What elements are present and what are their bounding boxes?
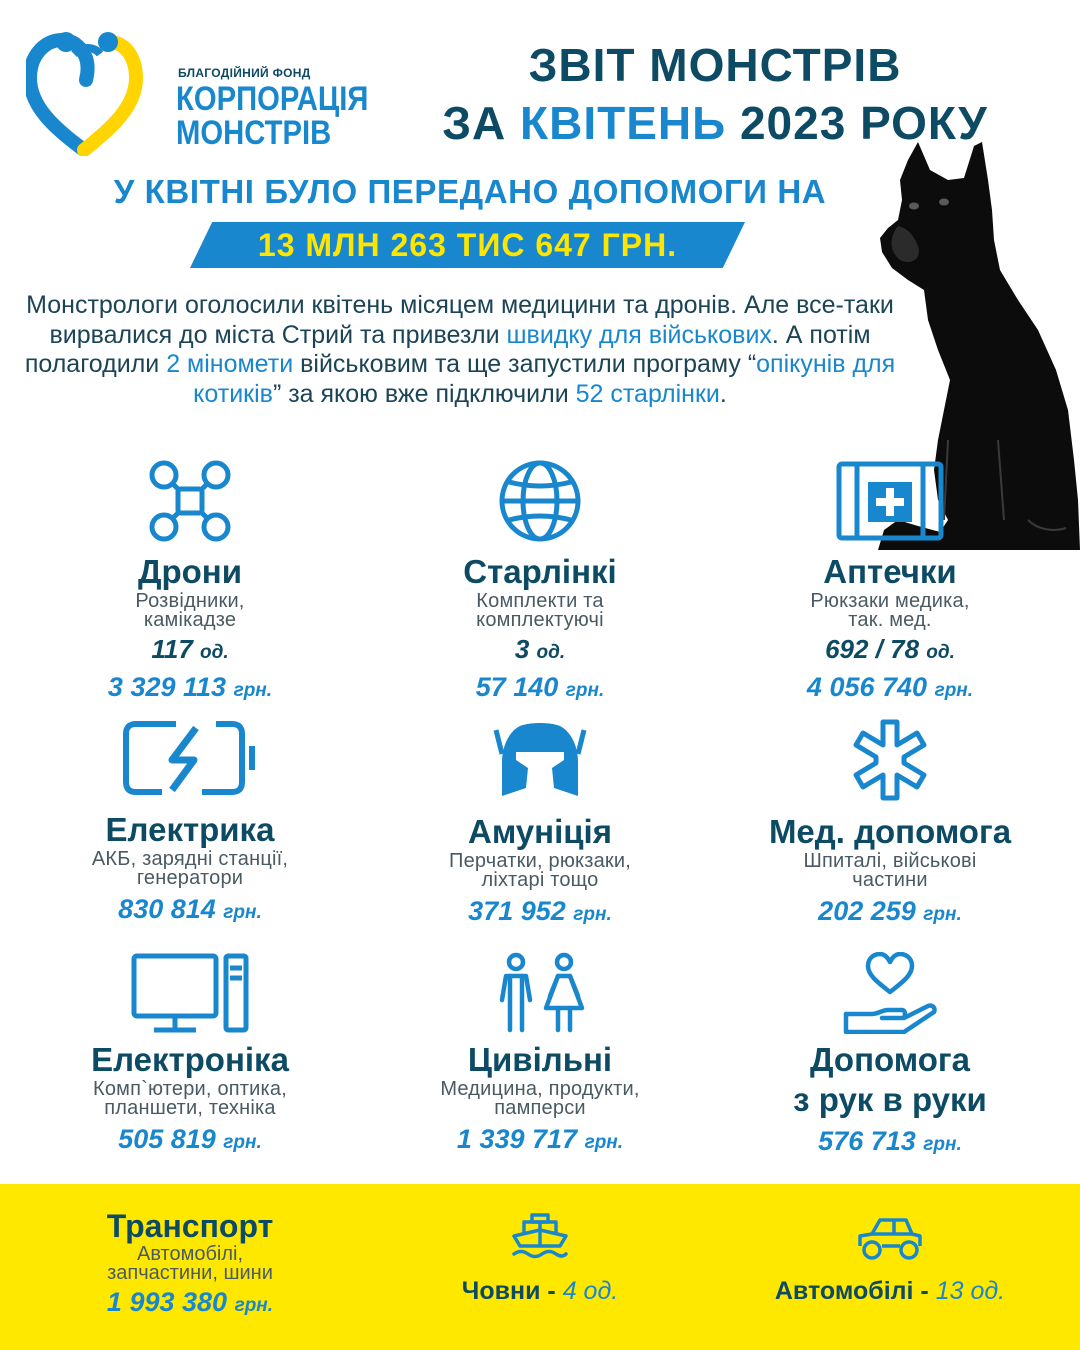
desc-line: генератори xyxy=(136,867,244,889)
qty-unit: од. xyxy=(200,642,229,663)
transport-desc xyxy=(20,1245,360,1283)
sum-unit: грн. xyxy=(565,680,605,701)
category-name-line2: з рук в руки xyxy=(793,1081,987,1118)
category-sum xyxy=(375,670,705,708)
sum-unit: грн. xyxy=(223,1132,262,1153)
civilians-icon xyxy=(375,952,705,1034)
brand-logo xyxy=(26,28,369,158)
heart-ribbon-logo-icon xyxy=(26,28,146,156)
category-starlinks xyxy=(375,458,705,708)
intro-part: . xyxy=(719,379,727,408)
qty-value: 692 / 78 xyxy=(825,634,920,664)
fund-label: БЛАГОДІЙНИЙ ФОНД xyxy=(178,66,311,80)
first-aid-kit-icon xyxy=(725,458,1055,544)
desc-line: планшети, техніка xyxy=(104,1097,276,1119)
cars-label xyxy=(740,1275,1040,1307)
category-sum xyxy=(725,1124,1055,1162)
category-drones xyxy=(25,458,355,708)
desc-line: АКБ, зарядні станції, xyxy=(91,848,289,870)
category-sum xyxy=(375,1122,705,1160)
desc-line: Медицина, продукти, xyxy=(440,1078,640,1100)
category-desc xyxy=(375,852,705,890)
qty-value: 3 xyxy=(514,634,530,664)
transport-block xyxy=(20,1207,360,1325)
category-name: Амуніція xyxy=(468,813,612,850)
category-ammunition xyxy=(375,718,705,932)
sum-value: 1 339 717 xyxy=(456,1124,578,1154)
drone-icon xyxy=(25,458,355,544)
category-qty xyxy=(725,632,1055,670)
desc-line: так. мед. xyxy=(848,609,932,631)
sum-unit: грн. xyxy=(584,1132,624,1153)
desc-line: Комплекти та xyxy=(476,590,604,612)
brand-name-line1: КОРПОРАЦІЯ xyxy=(176,80,369,118)
car-icon xyxy=(854,1249,926,1266)
computer-icon xyxy=(25,952,355,1034)
qty-unit: од. xyxy=(926,642,955,663)
title-month: КВІТЕНЬ xyxy=(520,97,727,149)
sum-value: 576 713 xyxy=(818,1126,916,1156)
intro-part: . А потім полагодили xyxy=(24,320,871,378)
category-civilians xyxy=(375,952,705,1160)
intro-highlight: 52 старлінки xyxy=(575,379,720,408)
category-desc xyxy=(375,1080,705,1118)
medical-asterisk-icon xyxy=(725,718,1055,802)
desc-line: ліхтарі тощо xyxy=(481,869,599,891)
sum-value: 505 819 xyxy=(118,1124,216,1154)
desc-line: Комп`ютери, оптика, xyxy=(93,1078,287,1100)
category-name: Електрика xyxy=(105,811,275,848)
intro-highlight: швидку для військових xyxy=(506,320,772,349)
title-prefix: ЗА xyxy=(442,97,521,149)
cars-item xyxy=(740,1214,1040,1307)
sum-value: 4 056 740 xyxy=(806,672,928,702)
desc-line: Перчатки, рюкзаки, xyxy=(449,850,631,872)
desc-line: Рюкзаки медика, xyxy=(810,590,970,612)
sum-unit: грн. xyxy=(923,1134,962,1155)
category-desc xyxy=(725,592,1055,630)
boats-item xyxy=(400,1212,680,1307)
category-medical xyxy=(725,718,1055,932)
desc-line: Шпиталі, військові xyxy=(803,850,977,872)
sum-value: 1 993 380 xyxy=(106,1287,228,1317)
sum-unit: грн. xyxy=(923,904,962,925)
intro-highlight: опікунів для котиків xyxy=(193,350,896,408)
category-sum xyxy=(725,670,1055,708)
intro-text xyxy=(20,291,900,409)
sum-value: 830 814 xyxy=(118,894,216,924)
transport-sum xyxy=(20,1283,360,1325)
category-desc xyxy=(25,592,355,630)
category-hand-to-hand xyxy=(725,952,1055,1162)
category-name-line1: Допомога xyxy=(810,1041,970,1078)
desc-line: памперси xyxy=(494,1097,586,1119)
boats-text: Човни - xyxy=(461,1277,563,1305)
boats-label xyxy=(400,1275,680,1307)
intro-part: ” за якою вже підключили xyxy=(272,379,576,408)
heart-in-hand-icon xyxy=(725,952,1055,1034)
cars-value: 13 од. xyxy=(935,1277,1006,1305)
desc-line: запчастини, шини xyxy=(107,1262,273,1284)
category-sum xyxy=(25,892,355,930)
desc-line: частини xyxy=(852,869,928,891)
sum-unit: грн. xyxy=(223,902,262,923)
cars-text: Автомобілі - xyxy=(774,1277,936,1305)
sum-value: 371 952 xyxy=(468,896,566,926)
desc-line: Автомобілі, xyxy=(136,1243,244,1265)
intro-part: військовим та ще запустили програму “ xyxy=(293,350,757,378)
intro-highlight: 2 міномети xyxy=(166,350,294,378)
category-name: Цивільні xyxy=(467,1041,613,1078)
category-electronics xyxy=(25,952,355,1160)
sum-value: 202 259 xyxy=(818,896,916,926)
desc-line: комплектуючі xyxy=(476,609,604,631)
category-first-aid xyxy=(725,458,1055,708)
sum-unit: грн. xyxy=(234,1295,274,1316)
category-qty xyxy=(375,632,705,670)
category-desc xyxy=(25,850,355,888)
brand-name xyxy=(176,82,368,150)
helmet-icon xyxy=(375,718,705,802)
desc-line: Розвідники, xyxy=(135,590,245,612)
category-sum xyxy=(25,670,355,708)
sum-unit: грн. xyxy=(573,904,612,925)
category-sum xyxy=(375,894,705,932)
category-name: Мед. допомога xyxy=(768,813,1012,850)
category-name: Електроніка xyxy=(91,1041,289,1078)
globe-icon xyxy=(375,458,705,544)
category-name: Аптечки xyxy=(823,553,957,590)
sum-value: 3 329 113 xyxy=(107,672,227,702)
subtitle: У КВІТНІ БУЛО ПЕРЕДАНО ДОПОМОГИ НА xyxy=(113,173,827,210)
title-line1: ЗВІТ МОНСТРІВ xyxy=(528,39,902,91)
page-title xyxy=(400,36,1030,152)
sum-unit: грн. xyxy=(233,680,273,701)
sum-value: 57 140 xyxy=(475,672,559,702)
boats-value: 4 од. xyxy=(562,1277,619,1305)
qty-value: 117 xyxy=(151,634,193,664)
category-sum xyxy=(25,1122,355,1160)
desc-line: камікадзе xyxy=(143,609,237,631)
sum-unit: грн. xyxy=(934,680,974,701)
brand-name-line2: МОНСТРІВ xyxy=(176,114,332,152)
title-suffix: 2023 РОКУ xyxy=(726,97,988,149)
category-electric xyxy=(25,718,355,930)
category-desc xyxy=(25,1080,355,1118)
intro-part: Монстрологи оголосили квітень місяцем медицини та дронів. Але все-таки вирвалися до міста Стрий та привезли xyxy=(26,291,894,349)
category-sum xyxy=(725,894,1055,932)
battery-charging-icon xyxy=(25,718,355,798)
category-name: Дрони xyxy=(137,553,243,590)
category-name: Старлінкі xyxy=(463,553,617,590)
category-qty xyxy=(25,632,355,670)
category-desc xyxy=(375,592,705,630)
transport-title: Транспорт xyxy=(106,1208,274,1244)
category-desc xyxy=(725,852,1055,890)
qty-unit: од. xyxy=(536,642,566,663)
total-amount: 13 МЛН 263 ТИС 647 ГРН. xyxy=(257,227,678,263)
boat-icon xyxy=(510,1249,570,1266)
